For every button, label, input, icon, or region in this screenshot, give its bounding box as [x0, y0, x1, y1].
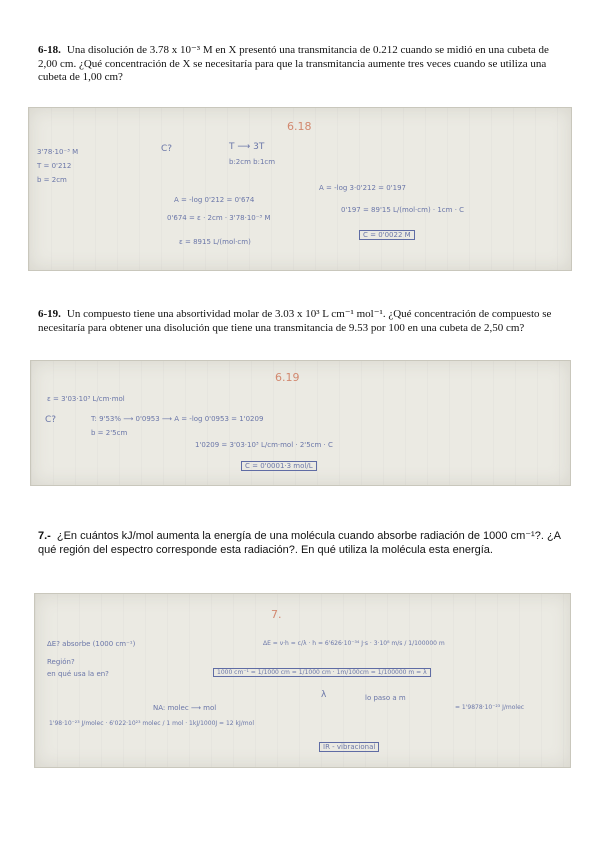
problem-7 [38, 530, 568, 557]
final-result: C = 0'0022 M [359, 230, 415, 240]
problem-text: Una disolución de 3.78 x 10⁻³ M en X presentó una transmitancia de 0.212 cuando se midió en una cubeta de 2,00 cm. ¿Qué concentración de X se necesitaría para que la transmitancia aumente tres veces cuando se utiliza una cubeta de 1,00 cm? [38, 44, 549, 83]
given-concentration: 3'78·10⁻³ M [37, 148, 79, 156]
absorbance-1: A = -log 0'212 = 0'674 [174, 196, 255, 204]
solution-title: 6.18 [287, 120, 312, 133]
handwritten-solution-6-19 [30, 360, 571, 486]
path-line: b = 2'5cm [91, 429, 128, 437]
equation: 1'0209 = 3'03·10³ L/cm·mol · 2'5cm · C [195, 441, 333, 449]
region-result: IR - vibracional [319, 742, 379, 752]
transmittance-line: T: 9'53% ⟶ 0'0953 ⟶ A = -log 0'0953 = 1'0209 [91, 415, 264, 423]
unit-note: lo paso a m [365, 694, 406, 702]
equation-1: 0'674 = ε · 2cm · 3'78·10⁻³ M [167, 214, 271, 222]
given-path: b = 2cm [37, 176, 67, 184]
setup-line: T ⟶ 3T [229, 142, 265, 152]
handwritten-solution-6-18 [28, 107, 572, 271]
problem-6-18 [38, 44, 568, 85]
avogadro-note: NA: molec ⟶ mol [153, 704, 217, 712]
energy-per-molecule: = 1'9878·10⁻²³ J/molec [455, 704, 525, 711]
molar-conversion: 1'98·10⁻²³ J/molec · 6'022·10²³ molec / 1 mol · 1kJ/1000J = 12 kJ/mol [49, 720, 254, 727]
question-energy: ΔE? absorbe (1000 cm⁻¹) [47, 640, 136, 648]
path-values: b:2cm b:1cm [229, 158, 276, 166]
wavelength-conversion: 1000 cm⁻¹ = 1/1000 cm = 1/1000 cm · 1m/100cm = 1/100000 m = λ [213, 668, 431, 677]
problem-text: Un compuesto tiene una absortividad molar de 3.03 x 10³ L cm⁻¹ mol⁻¹. ¿Qué concentración de compuesto se necesitaría para obtener una disolución que tiene una transmitancia de 9.53 por 100 en una cubeta de 2,50 cm? [38, 308, 552, 334]
equation-2: 0'197 = 89'15 L/(mol·cm) · 1cm · C [341, 206, 465, 214]
given-transmittance: T = 0'212 [37, 162, 72, 170]
problem-number: 7.- [38, 530, 51, 542]
question-use: en qué usa la en? [47, 670, 109, 678]
epsilon-result: ε = 8915 L/(mol·cm) [179, 238, 251, 246]
problem-text: ¿En cuántos kJ/mol aumenta la energía de una molécula cuando absorbe radiación de 1000 cm⁻¹?. ¿A qué región del espectro corresponde esta radiación?. En qué utiliza la molécula esta energía. [38, 530, 561, 556]
solution-title: 7. [271, 608, 282, 621]
problem-number: 6-18. [38, 44, 61, 56]
final-result: C = 0'0001·3 mol/L [241, 461, 317, 471]
unknown: C? [161, 144, 173, 154]
lambda-label: λ [321, 690, 327, 700]
given-epsilon: ε = 3'03·10³ L/cm·mol [47, 395, 125, 403]
unknown: C? [45, 415, 57, 425]
absorbance-2: A = -log 3·0'212 = 0'197 [319, 184, 406, 192]
problem-number: 6-19. [38, 308, 61, 320]
solution-title: 6.19 [275, 371, 300, 384]
energy-formula: ΔE = ν·h = c/λ · h = 6'626·10⁻³⁴ J·s · 3·10⁸ m/s / 1/100000 m [263, 640, 445, 647]
problem-6-19 [38, 308, 568, 335]
handwritten-solution-7 [34, 593, 571, 768]
question-region: Región? [47, 658, 75, 666]
